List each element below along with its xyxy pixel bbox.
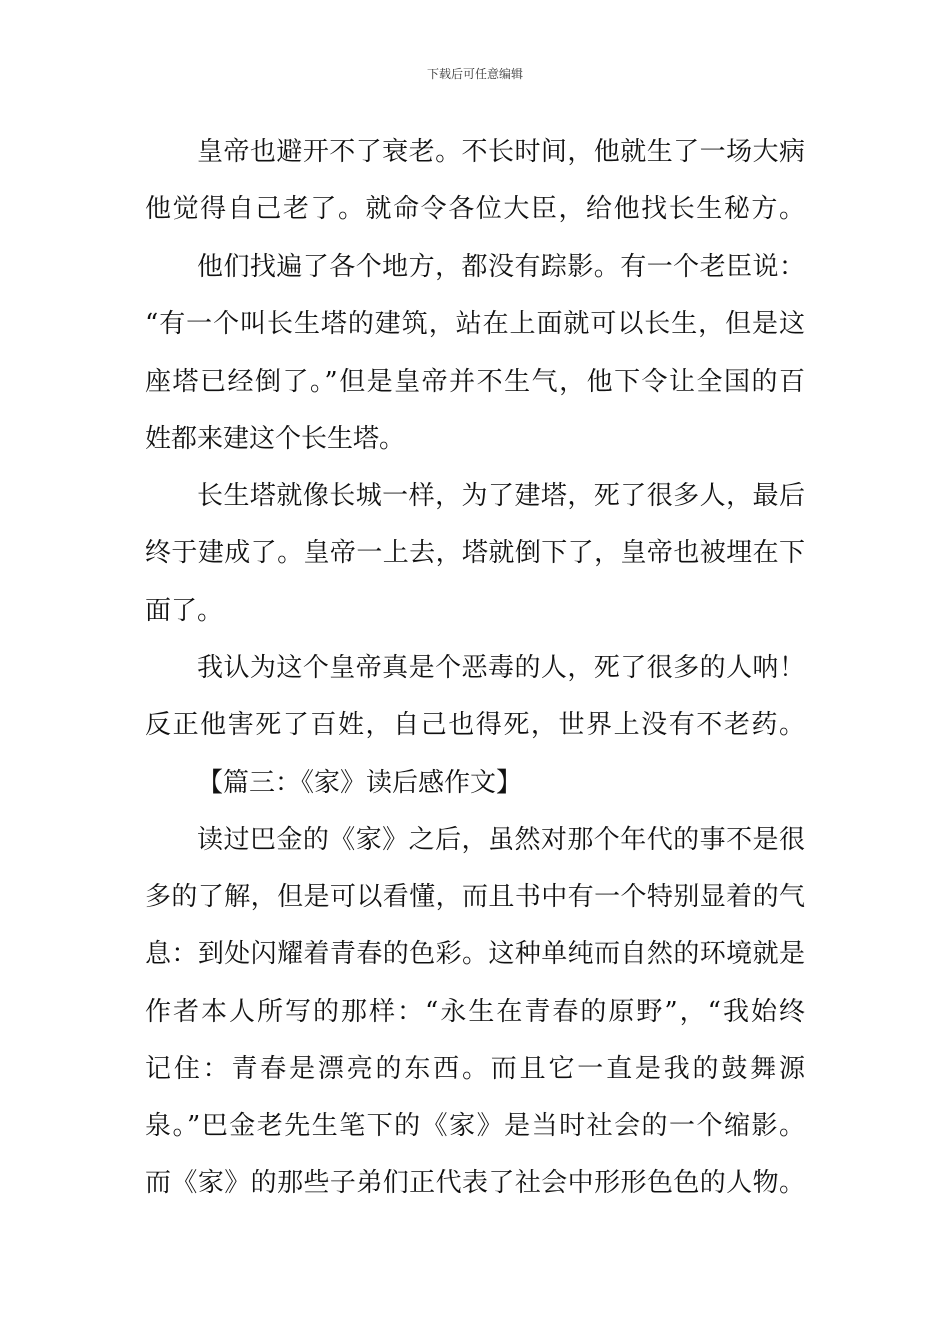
page-header-note: 下载后可任意编辑	[426, 67, 523, 81]
text-line: 长生塔就像长城一样，为了建塔，死了很多人，最后	[197, 481, 805, 511]
text-line: 而《家》的那些子弟们正代表了社会中形形色色的人物。	[145, 1168, 805, 1198]
text-line: 姓都来建这个长生塔。	[145, 424, 406, 454]
text-line: 反正他害死了百姓，自己也得死，世界上没有不老药。	[145, 710, 805, 740]
text-line: 我认为这个皇帝真是个恶毒的人，死了很多的人呐！	[197, 653, 805, 683]
text-line: 读过巴金的《家》之后，虽然对那个年代的事不是很	[197, 825, 805, 855]
text-line: 作者本人所写的那样：“永生在青春的原野”，“我始终	[145, 997, 805, 1027]
text-line: 面了。	[145, 596, 224, 626]
text-line: 记住：青春是漂亮的东西。而且它一直是我的鼓舞源	[145, 1054, 805, 1084]
text-line: 座塔已经倒了。”但是皇帝并不生气，他下令让全国的百	[145, 367, 805, 397]
text-line: 皇帝也避开不了衰老。不长时间，他就生了一场大病	[197, 137, 805, 167]
text-line: 泉。”巴金老先生笔下的《家》是当时社会的一个缩影。	[145, 1111, 805, 1141]
text-line: 息：到处闪耀着青春的色彩。这种单纯而自然的环境就是	[145, 939, 805, 969]
text-line: 终于建成了。皇帝一上去，塔就倒下了，皇帝也被埋在下	[145, 538, 805, 568]
text-line: 他觉得自己老了。就命令各位大臣，给他找长生秘方。	[145, 194, 805, 224]
text-line: 多的了解，但是可以看懂，而且书中有一个特别显着的气	[145, 882, 805, 912]
text-line: “有一个叫长生塔的建筑，站在上面就可以长生，但是这	[145, 309, 805, 339]
section-heading: 【篇三：《家》读后感作文】	[197, 768, 523, 798]
text-line: 他们找遍了各个地方，都没有踪影。有一个老臣说：	[197, 252, 805, 282]
